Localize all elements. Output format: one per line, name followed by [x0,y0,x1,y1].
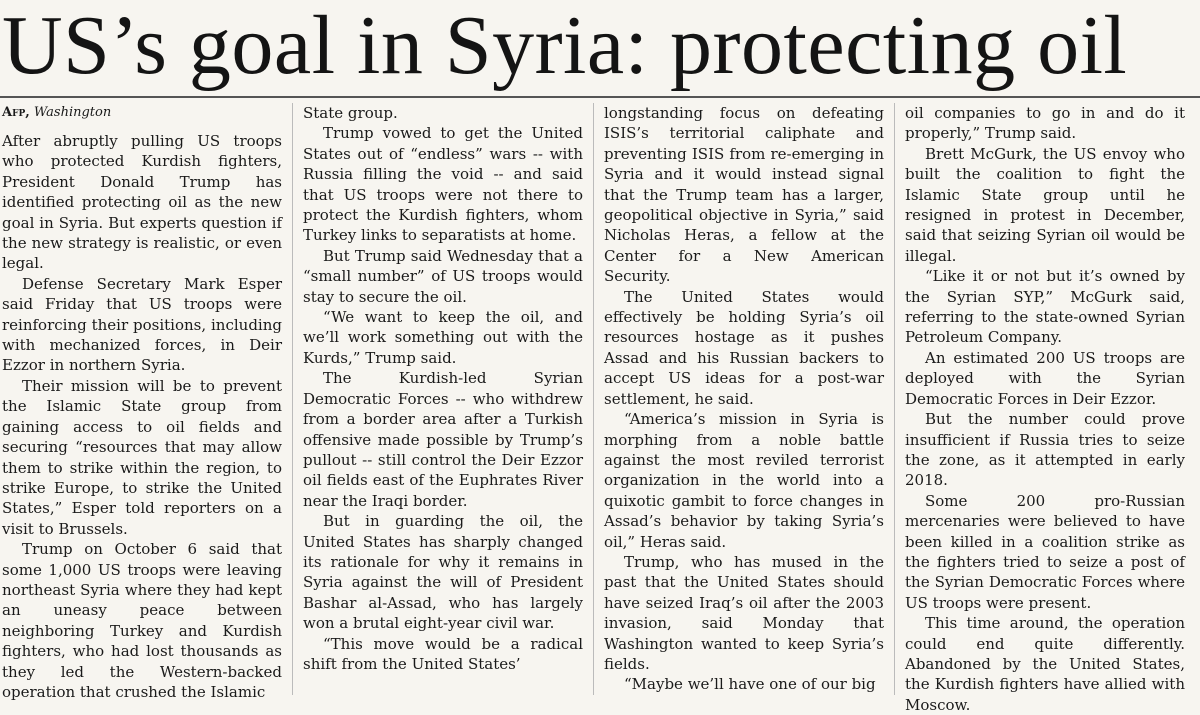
article-paragraph: The Kurdish-led Syrian Democratic Forces -- who withdrew from a border area after a Turkish offensive made possible by Trump’s pullout -- still control the Deir Ezzor oil fields east of the Euphrates River near the Iraqi border. [303,369,583,510]
column-divider [593,103,594,695]
article-paragraph: Some 200 pro-Russian mercenaries were believed to have been killed in a coalition strike as the fighters tried to seize a post of the Syrian Democratic Forces where US troops were present. [905,491,1185,612]
article-paragraph: This time around, the operation could end quite differently. Abandoned by the United States, the Kurdish fighters have allied with Moscow. [905,614,1185,714]
byline-place: Washington [33,105,112,120]
column-divider [292,103,293,695]
article-column-1 [2,103,282,701]
article-paragraph: But Trump said Wednesday that a “small number” of US troops would stay to secure the oil. [303,246,583,306]
article-column-3 [604,103,884,695]
article-paragraph: The United States would effectively be holding Syria’s oil resources hostage as it pushes Assad and his Russian backers to accept US ideas for a post-war settlement, he said. [604,287,884,408]
article-paragraph: “We want to keep the oil, and we’ll work something out with the Kurds,” Trump said. [303,308,583,367]
byline [2,103,282,123]
article-paragraph: “This move would be a radical shift from the United States’ [303,634,583,673]
article-paragraph: Trump, who has mused in the past that the United States should have seized Iraq’s oil after the 2003 invasion, said Monday that Washington wanted to keep Syria’s fields. [604,552,884,673]
article-paragraph: Their mission will be to prevent the Islamic State group from gaining access to oil fields and securing “resources that may allow them to strike within the region, to strike Europe, to strike the United States,” Esper told reporters on a visit to Brussels. [2,376,282,538]
article-paragraph: “America’s mission in Syria is morphing from a noble battle against the most reviled terrorist organization in the world into a quixotic gambit to force changes in Assad’s behavior by taking Syria’s oil,” Heras said. [604,410,884,551]
article-paragraph: “Like it or not but it’s owned by the Syrian SYP,” McGurk said, referring to the state-owned Syrian Petroleum Company. [905,267,1185,347]
headline-rule [0,96,1200,98]
article-paragraph: “Maybe we’ll have one of our big [624,675,876,694]
article-paragraph: Defense Secretary Mark Esper said Friday that US troops were reinforcing their positions, including with mechanized forces, in Deir Ezzor in northern Syria. [2,274,282,375]
article-paragraph: State group. [303,104,398,122]
article-paragraph: But the number could prove insufficient if Russia tries to seize the zone, as it attempted in early 2018. [905,410,1185,490]
article-column-4 [905,103,1185,714]
byline-agency: Afp, [2,105,30,120]
article-paragraph: Trump vowed to get the United States out of “endless” wars -- with Russia filling the void -- and said that US troops were not there to protect the Kurdish fighters, whom Turkey links to separatists at home. [303,124,583,245]
article-paragraph: Trump on October 6 said that some 1,000 US troops were leaving northeast Syria where they had kept an uneasy peace between neighboring Turkey and Kurdish fighters, who had lost thousands as they led the Western-backed operation that crushed the Islamic [2,540,282,701]
article-paragraph: Brett McGurk, the US envoy who built the coalition to fight the Islamic State group until he resigned in protest in December, said that seizing Syrian oil would be illegal. [905,144,1185,265]
article-paragraph: But in guarding the oil, the United States has sharply changed its rationale for why it remains in Syria against the will of President Bashar al-Assad, who has largely won a brutal eight-year civil war. [303,512,583,633]
article-column-2 [303,103,583,695]
article-paragraph: After abruptly pulling US troops who protected Kurdish fighters, President Donald Trump has identified protecting oil as the new goal in Syria. But experts question if the new strategy is realistic, or even legal. [2,132,282,273]
article-paragraph: An estimated 200 US troops are deployed with the Syrian Democratic Forces in Deir Ezzor. [905,348,1185,408]
article-paragraph: longstanding focus on defeating ISIS’s territorial caliphate and preventing ISIS from re-emerging in Syria and it would instead signal that the Trump team has a larger, geopolitical objective in Syria,” said Nicholas Heras, a fellow at the Center for a New American Security. [604,104,884,286]
article-paragraph: oil companies to go in and do it properly,” Trump said. [905,104,1185,143]
headline: US’s goal in Syria: protecting oil [2,0,1128,92]
column-divider [894,103,895,695]
